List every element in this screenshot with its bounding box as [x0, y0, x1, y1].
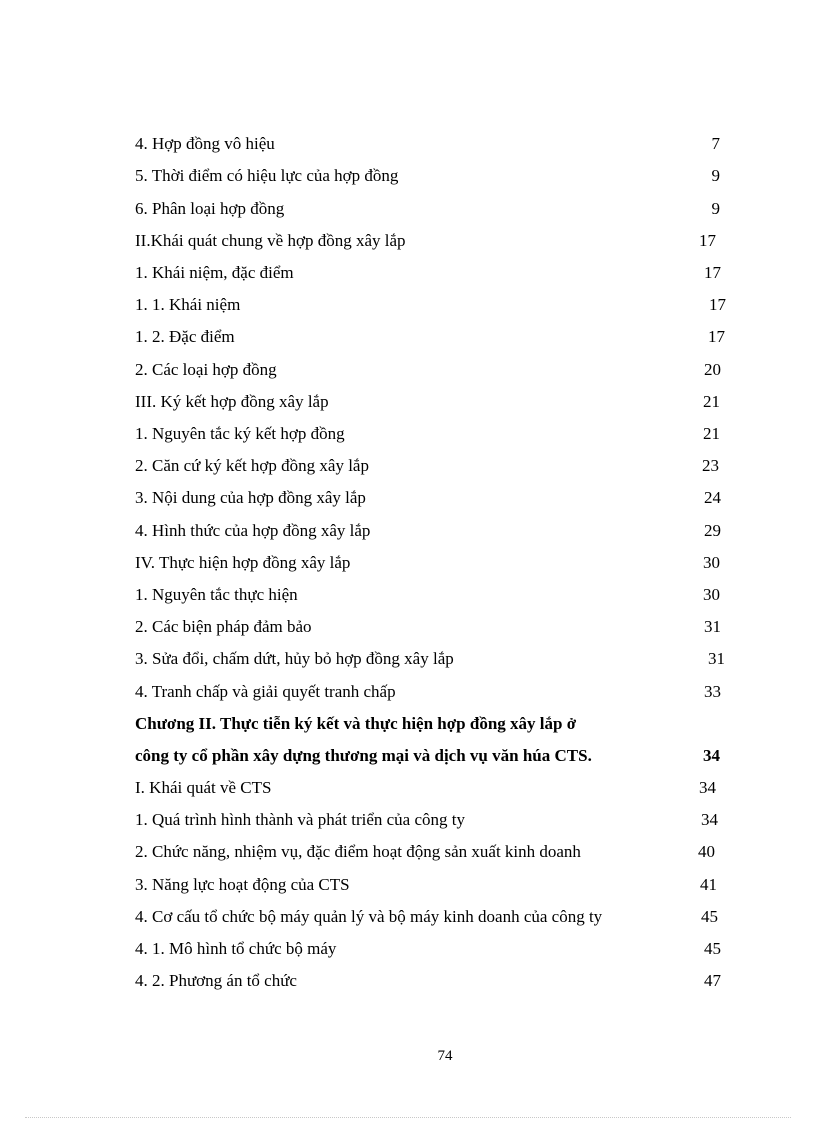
toc-entry-title: 1. 2. Đặc điểm	[135, 327, 235, 346]
toc-entry-title: Chương II. Thực tiễn ký kết và thực hiện hợp đồng xây lắp ở	[135, 714, 577, 733]
toc-entry-title: công ty cổ phần xây dựng thương mại và dịch vụ văn húa CTS.	[135, 746, 592, 765]
toc-entry-page: 17	[708, 327, 725, 346]
toc-entry-title: 1. Nguyên tắc thực hiện	[135, 585, 298, 604]
toc-entry-page: 17	[699, 231, 716, 250]
toc-entry-page: 29	[704, 521, 721, 540]
toc-entry-title: 1. 1. Khái niệm	[135, 295, 241, 314]
toc-entry-page: 34	[701, 810, 718, 829]
toc-entry-title: 3. Sửa đổi, chấm dứt, hủy bỏ hợp đồng xây lắp	[135, 649, 454, 668]
toc-entry-page: 21	[703, 392, 720, 411]
toc-entry-title: 2. Căn cứ ký kết hợp đồng xây lắp	[135, 456, 369, 475]
toc-entry-title: 4. Hợp đồng vô hiệu	[135, 134, 275, 153]
toc-entry-page: 17	[709, 295, 726, 314]
toc-entry-title: 4. Hình thức của hợp đồng xây lắp	[135, 521, 371, 540]
toc-entry-page: 45	[704, 939, 721, 958]
toc-entry-title: 4. Tranh chấp và giải quyết tranh chấp	[135, 682, 396, 701]
toc-entry-title: 3. Năng lực hoạt động của CTS	[135, 875, 350, 894]
page-number: 74	[437, 1048, 453, 1064]
toc-entry-page: 34	[699, 778, 716, 797]
toc-entry-title: 4. 2. Phương án tổ chức	[135, 971, 297, 990]
toc-entry-title: 5. Thời điểm có hiệu lực của hợp đồng	[135, 166, 399, 185]
toc-entry-title: 1. Nguyên tắc ký kết hợp đồng	[135, 424, 345, 443]
toc-entry-page: 31	[708, 649, 725, 668]
toc-entry-page: 40	[698, 842, 715, 861]
toc-entry-page: 20	[704, 360, 721, 379]
toc-entry-page: 23	[702, 456, 719, 475]
toc-entry-page: 21	[703, 424, 720, 443]
page-bottom-divider	[25, 1117, 791, 1118]
toc-entry-title: 1. Quá trình hình thành và phát triển của công ty	[135, 810, 465, 829]
toc-entry-page: 31	[704, 617, 721, 636]
toc-entry-title: 1. Khái niệm, đặc điểm	[135, 263, 294, 282]
toc-entry-page: 9	[711, 199, 720, 218]
toc-entry-page: 47	[704, 971, 721, 990]
toc-entry-title: II.Khái quát chung về hợp đồng xây lắp	[135, 231, 406, 250]
toc-entry-page: 17	[704, 263, 721, 282]
toc-entry-page: 34	[703, 746, 720, 765]
toc-entry-title: 6. Phân loại hợp đồng	[135, 199, 285, 218]
toc-entry-page: 7	[711, 134, 720, 153]
toc-entry-title: III. Ký kết hợp đồng xây lắp	[135, 392, 329, 411]
toc-entry-page: 33	[704, 682, 721, 701]
toc-entry-page: 30	[703, 585, 720, 604]
toc-entry-page: 24	[704, 488, 721, 507]
toc-entry-page: 45	[701, 907, 718, 926]
toc-entry-page: 30	[703, 553, 720, 572]
toc-entry-title: 2. Các biện pháp đảm bảo	[135, 617, 312, 636]
toc-entry-title: I. Khái quát về CTS	[135, 778, 272, 797]
toc-entry-title: 2. Chức năng, nhiệm vụ, đặc điểm hoạt động sản xuất kinh doanh	[135, 842, 581, 861]
toc-entry-title: 3. Nội dung của hợp đồng xây lắp	[135, 488, 366, 507]
toc-entry-title: 4. 1. Mô hình tổ chức bộ máy	[135, 939, 337, 958]
toc-entry-page: 9	[711, 166, 720, 185]
toc-entry-page: 41	[700, 875, 717, 894]
toc-entry-title: 4. Cơ cấu tổ chức bộ máy quản lý và bộ máy kinh doanh của công ty	[135, 907, 603, 926]
toc-entry-title: IV. Thực hiện hợp đồng xây lắp	[135, 553, 351, 572]
toc-entry-title: 2. Các loại hợp đồng	[135, 360, 277, 379]
